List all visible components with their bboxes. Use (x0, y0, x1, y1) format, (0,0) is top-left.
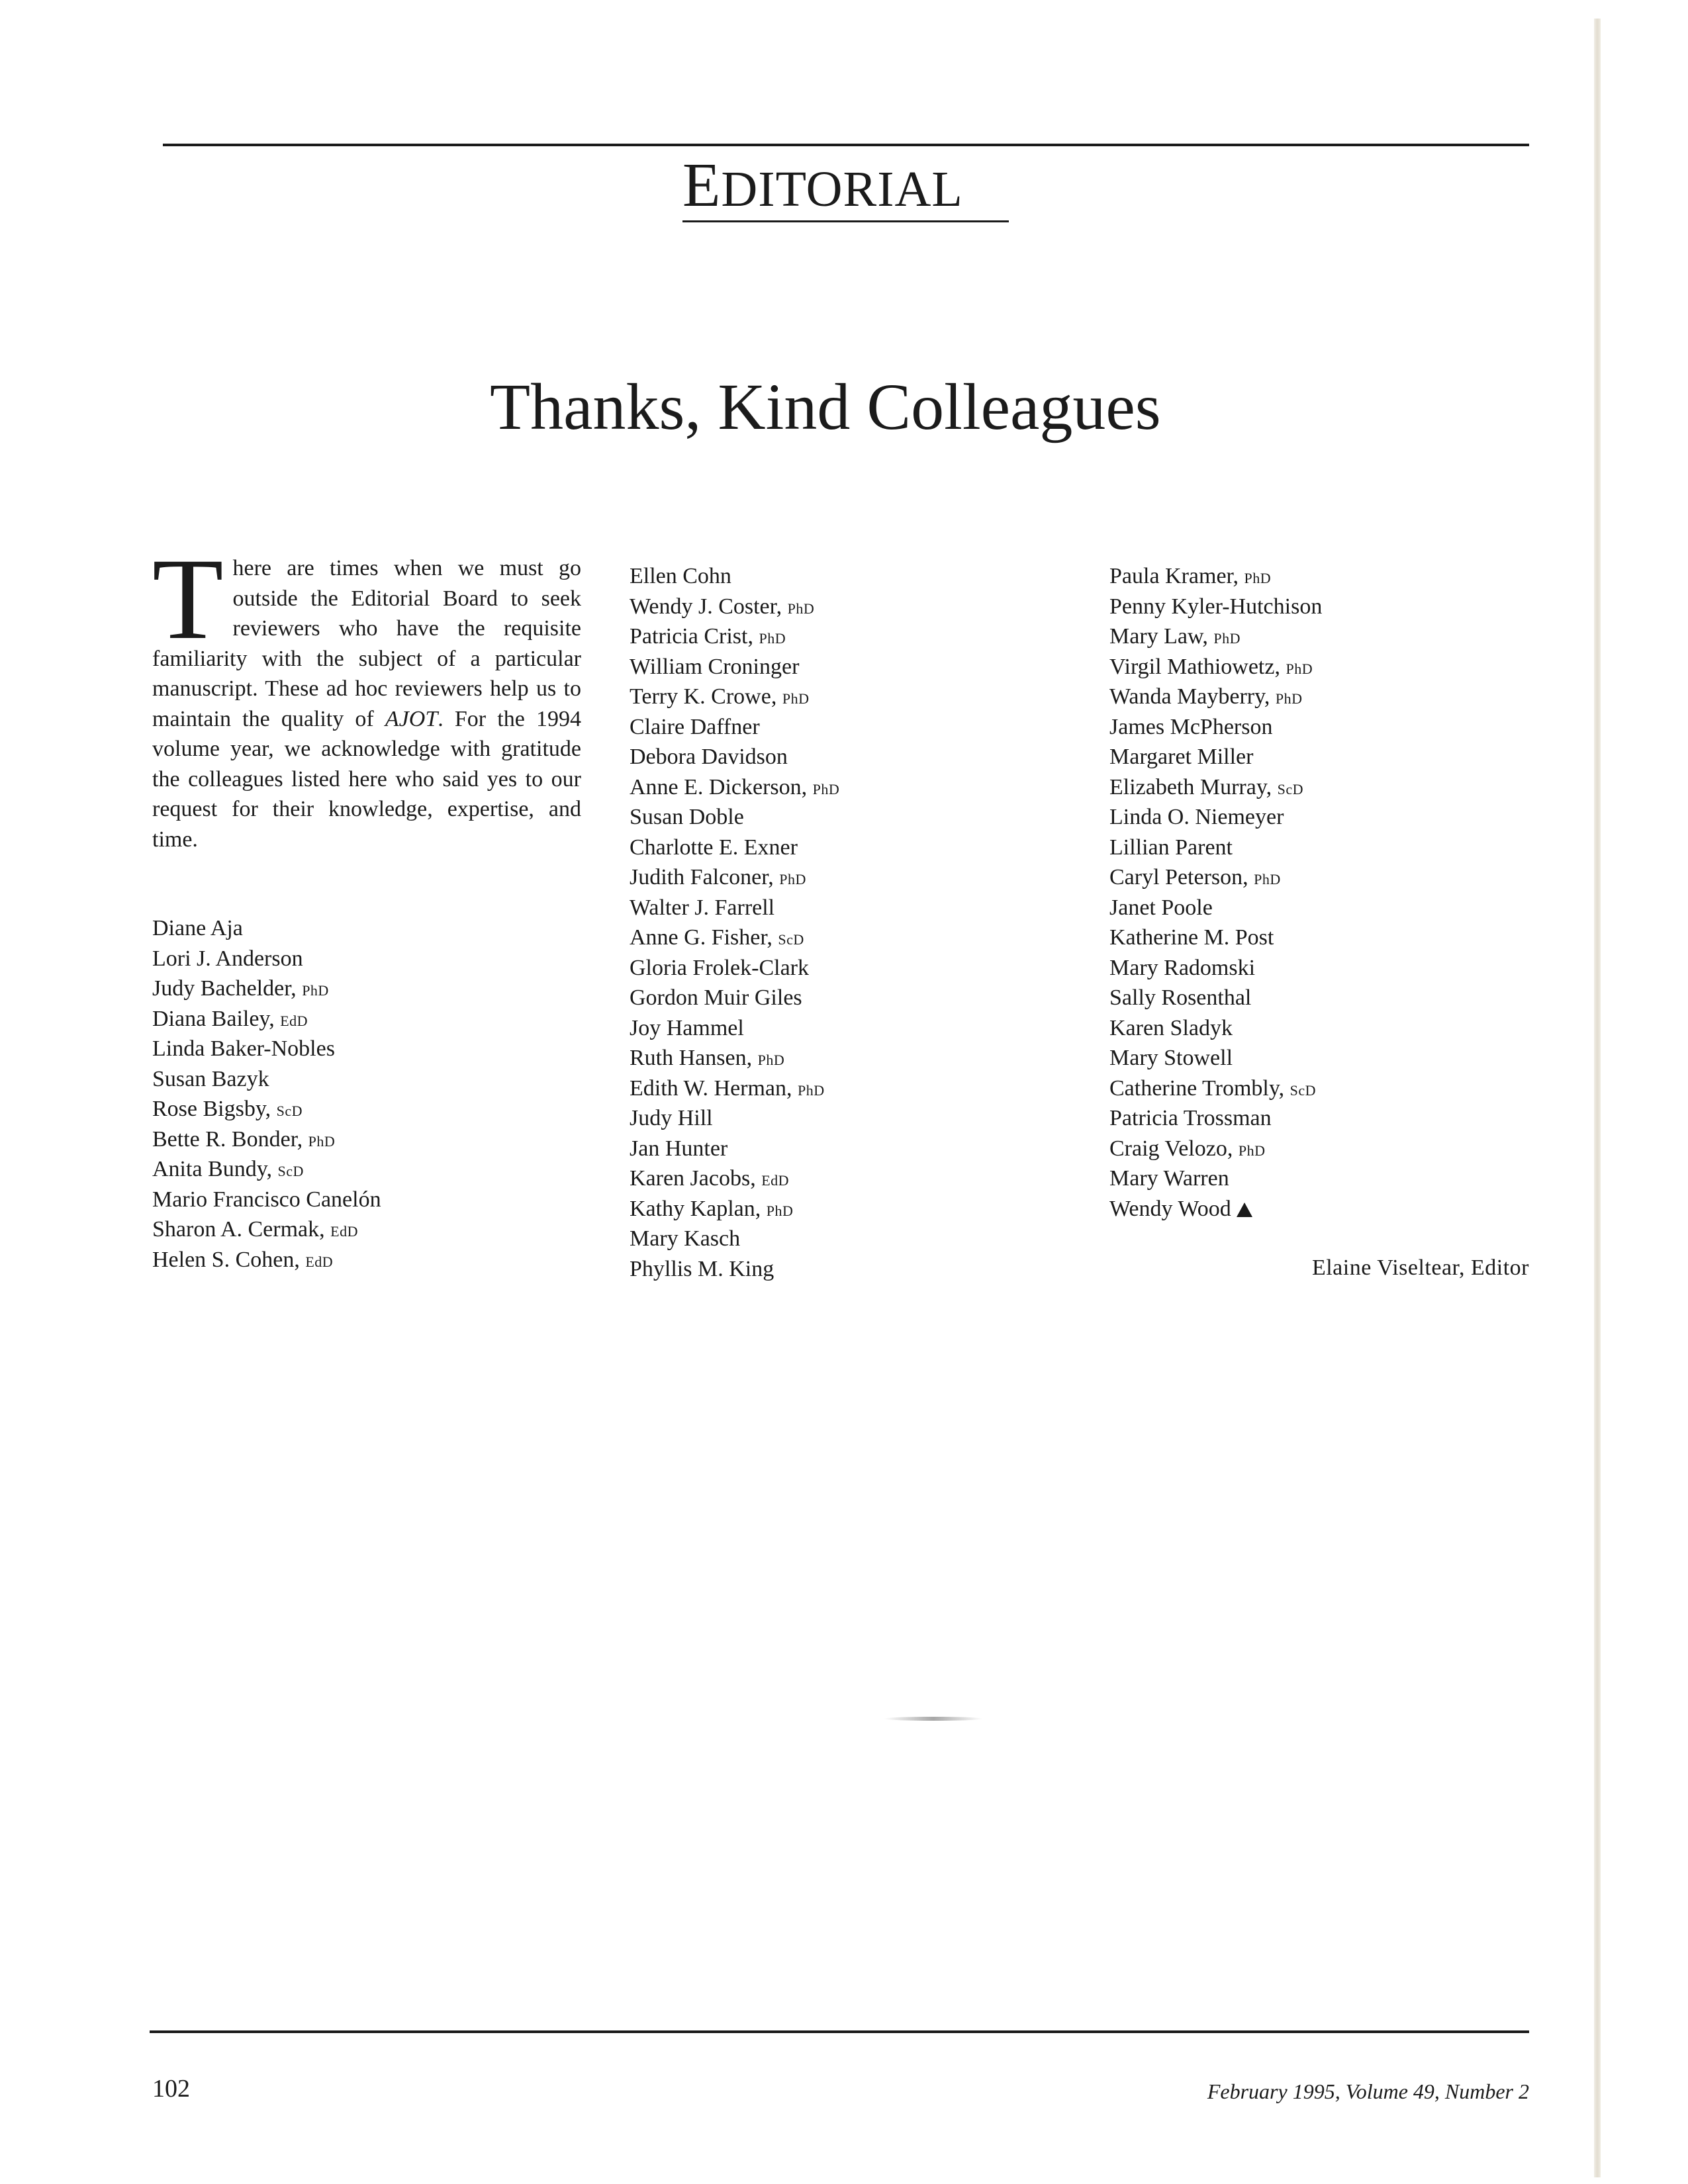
reviewer-list-item (152, 944, 381, 974)
reviewer-list-item (630, 742, 839, 772)
intro-text-part1: here are times when we must go outside the Editorial Board to seek reviewers who have the requisite familiarity with the subject of a particular manuscript. These ad hoc reviewers help us to maintain the quality of (152, 556, 581, 731)
reviewer-name: Anita Bundy, (152, 1157, 273, 1181)
reviewer-list-item (152, 913, 381, 944)
reviewer-list-item (1109, 862, 1322, 893)
reviewer-list-item (630, 561, 839, 592)
reviewer-name: Sharon A. Cermak, (152, 1217, 325, 1242)
reviewer-name: Gloria Frolek-Clark (630, 955, 809, 980)
reviewer-list-item (152, 1124, 381, 1155)
reviewer-list-item (1109, 1073, 1322, 1104)
reviewer-degree: PhD (787, 600, 815, 617)
reviewer-degree: EdD (761, 1172, 790, 1189)
reviewer-degree: PhD (1275, 690, 1303, 707)
reviewer-list-item (630, 1254, 839, 1285)
reviewer-list-item (1109, 802, 1322, 833)
reviewer-list-item (630, 1163, 839, 1194)
reviewer-list-item (630, 802, 839, 833)
reviewer-name: Joy Hammel (630, 1015, 744, 1040)
reviewer-degree: PhD (1213, 630, 1241, 647)
reviewer-degree: ScD (1277, 780, 1304, 797)
issue-info: February 1995, Volume 49, Number 2 (1207, 2079, 1529, 2103)
reviewer-list-item (1109, 983, 1322, 1013)
reviewer-name: Charlotte E. Exner (630, 835, 798, 860)
top-rule (163, 144, 1529, 146)
reviewer-name: James McPherson (1109, 714, 1273, 739)
reviewer-name: Phyllis M. King (630, 1256, 774, 1281)
reviewer-name: Kathy Kaplan, (630, 1196, 761, 1221)
reviewer-name: Margaret Miller (1109, 745, 1254, 769)
reviewer-name: Lillian Parent (1109, 835, 1233, 860)
reviewer-list-item (152, 1004, 381, 1034)
reviewer-list-item (630, 1103, 839, 1134)
reviewer-name: Terry K. Crowe, (630, 684, 777, 709)
reviewer-list-item (1109, 1043, 1322, 1073)
reviewer-list-item (1109, 953, 1322, 983)
reviewer-name: Edith W. Herman, (630, 1075, 792, 1101)
reviewer-name: Virgil Mathiowetz, (1109, 654, 1280, 679)
reviewer-list-item (630, 923, 839, 953)
reviewer-list-item (1109, 893, 1322, 923)
reviewer-degree: PhD (766, 1202, 794, 1219)
journal-name: AJOT (385, 706, 438, 731)
reviewer-list-item (1109, 621, 1322, 652)
reviewer-name: Jan Hunter (630, 1136, 728, 1161)
reviewer-list-item (1109, 1194, 1322, 1224)
reviewer-list-item (630, 772, 839, 803)
reviewer-name: Janet Poole (1109, 895, 1213, 920)
reviewer-degree: PhD (759, 630, 786, 647)
reviewer-list-item (630, 652, 839, 682)
reviewer-degree: PhD (812, 780, 840, 797)
reviewer-list-item (1109, 923, 1322, 953)
reviewer-name: Debora Davidson (630, 745, 788, 769)
reviewer-list-item (1109, 1163, 1322, 1194)
reviewer-name: Elizabeth Murray, (1109, 774, 1272, 799)
reviewer-list-item (152, 1214, 381, 1245)
reviewer-list-item (1109, 592, 1322, 622)
reviewer-name: Katherine M. Post (1109, 925, 1274, 950)
reviewer-list-item (1109, 1103, 1322, 1134)
reviewer-name: Sally Rosenthal (1109, 985, 1252, 1010)
reviewer-degree: PhD (779, 871, 806, 887)
reviewer-list-item (630, 1043, 839, 1073)
reviewer-list-column-2 (630, 561, 839, 1284)
reviewer-list-item (1109, 833, 1322, 863)
reviewer-list-item (152, 1185, 381, 1215)
reviewer-list-column-1 (152, 913, 381, 1275)
reviewer-degree: PhD (782, 690, 810, 707)
reviewer-name: Caryl Peterson, (1109, 865, 1248, 889)
reviewer-name: Ellen Cohn (630, 564, 731, 588)
bottom-rule (150, 2030, 1529, 2033)
reviewer-name: Susan Doble (630, 805, 744, 829)
reviewer-name: Linda O. Niemeyer (1109, 805, 1284, 829)
intro-text-part2: . For the 1994 volume year, we acknowledge with gratitude the colleagues listed here who said yes to our request for their knowledge, expertise, and time. (152, 706, 581, 852)
reviewer-name: Mary Stowell (1109, 1046, 1233, 1070)
reviewer-list-item (630, 592, 839, 622)
reviewer-name: Ruth Hansen, (630, 1046, 753, 1070)
reviewer-name: Judy Hill (630, 1106, 713, 1130)
reviewer-list-item (630, 1194, 839, 1224)
reviewer-degree: EdD (305, 1253, 334, 1270)
reviewer-list-item (630, 1134, 839, 1164)
reviewer-list-item (630, 862, 839, 893)
reviewer-list-item (152, 1094, 381, 1124)
reviewer-name: Paula Kramer, (1109, 564, 1239, 588)
reviewer-name: Judith Falconer, (630, 865, 774, 889)
reviewer-degree: PhD (1238, 1142, 1266, 1159)
reviewer-degree: ScD (277, 1163, 304, 1179)
reviewer-list-item (152, 1034, 381, 1064)
reviewer-list-item (1109, 1013, 1322, 1044)
reviewer-list-item (630, 953, 839, 983)
reviewer-name: Wendy J. Coster, (630, 594, 782, 619)
reviewer-name: Walter J. Farrell (630, 895, 775, 920)
reviewer-degree: PhD (1244, 570, 1272, 586)
reviewer-list-item (1109, 742, 1322, 772)
page-number: 102 (152, 2075, 190, 2103)
reviewer-name: Mary Law, (1109, 624, 1208, 649)
reviewer-list-item (152, 974, 381, 1004)
reviewer-name: Karen Sladyk (1109, 1015, 1233, 1040)
reviewer-degree: PhD (798, 1081, 825, 1099)
reviewer-name: Wanda Mayberry, (1109, 684, 1270, 709)
reviewer-name: Helen S. Cohen, (152, 1247, 300, 1272)
reviewer-name: Gordon Muir Giles (630, 985, 802, 1010)
reviewer-degree: EdD (330, 1223, 358, 1240)
reviewer-name: Penny Kyler-Hutchison (1109, 594, 1323, 619)
reviewer-name: Rose Bigsby, (152, 1097, 271, 1121)
reviewer-list-item (1109, 561, 1322, 592)
reviewer-list-item (1109, 712, 1322, 743)
reviewer-degree: ScD (778, 931, 804, 948)
reviewer-degree: PhD (1254, 871, 1281, 887)
reviewer-list-item (1109, 652, 1322, 682)
reviewer-degree: EdD (280, 1012, 308, 1029)
reviewer-name: Wendy Wood (1109, 1196, 1231, 1221)
reviewer-name: Patricia Trossman (1109, 1106, 1272, 1130)
reviewer-degree: PhD (757, 1052, 785, 1068)
section-header-underline (682, 220, 1009, 222)
reviewer-name: Mary Warren (1109, 1166, 1229, 1191)
reviewer-list-item (152, 1154, 381, 1185)
reviewer-name: Susan Bazyk (152, 1066, 269, 1091)
reviewer-degree: PhD (302, 982, 329, 999)
reviewer-name: Diane Aja (152, 916, 243, 940)
editor-signature: Elaine Viseltear, Editor (1311, 1255, 1529, 1280)
reviewer-list-item (152, 1064, 381, 1095)
reviewer-list-item (1109, 772, 1322, 803)
reviewer-degree: PhD (308, 1132, 336, 1150)
reviewer-list-item (630, 682, 839, 712)
reviewer-list-item (1109, 682, 1322, 712)
reviewer-name: Diana Bailey, (152, 1006, 275, 1031)
intro-paragraph (152, 535, 581, 854)
reviewer-name: Linda Baker-Nobles (152, 1036, 335, 1061)
page-binding-edge (1594, 19, 1601, 2177)
drop-cap: T (152, 535, 224, 664)
reviewer-degree: ScD (276, 1103, 303, 1119)
reviewer-name: Claire Daffner (630, 714, 760, 739)
reviewer-list-item (1109, 1134, 1322, 1164)
reviewer-name: Mary Kasch (630, 1226, 741, 1251)
reviewer-name: Craig Velozo, (1109, 1136, 1233, 1161)
reviewer-name: Karen Jacobs, (630, 1166, 756, 1191)
article-title: Thanks, Kind Colleagues (490, 370, 1161, 443)
section-header (682, 152, 1013, 225)
reviewer-name: William Croninger (630, 654, 800, 679)
reviewer-list-item (630, 833, 839, 863)
reviewer-name: Bette R. Bonder, (152, 1126, 303, 1152)
reviewer-list-item (630, 983, 839, 1013)
reviewer-list-column-3 (1109, 561, 1322, 1224)
print-smudge (884, 1717, 983, 1721)
reviewer-name: Lori J. Anderson (152, 946, 303, 971)
reviewer-name: Judy Bachelder, (152, 976, 297, 1001)
reviewer-list-item (152, 1245, 381, 1275)
reviewer-name: Anne E. Dickerson, (630, 774, 808, 799)
reviewer-degree: ScD (1289, 1081, 1317, 1099)
triangle-end-mark-icon (1237, 1203, 1252, 1217)
reviewer-list-item (630, 893, 839, 923)
reviewer-list-item (630, 1013, 839, 1044)
reviewer-list-item (630, 712, 839, 743)
reviewer-name: Anne G. Fisher, (630, 925, 773, 950)
reviewer-degree: PhD (1286, 660, 1313, 677)
reviewer-list-item (630, 621, 839, 652)
section-header-rest: DITORIAL (721, 161, 963, 217)
reviewer-list-item (630, 1073, 839, 1104)
reviewer-name: Patricia Crist, (630, 624, 753, 649)
reviewer-name: Catherine Trombly, (1109, 1075, 1285, 1101)
reviewer-list-item (630, 1224, 839, 1254)
section-header-initial: E (682, 151, 722, 220)
reviewer-name: Mario Francisco Canelón (152, 1187, 381, 1212)
reviewer-name: Mary Radomski (1109, 955, 1256, 980)
